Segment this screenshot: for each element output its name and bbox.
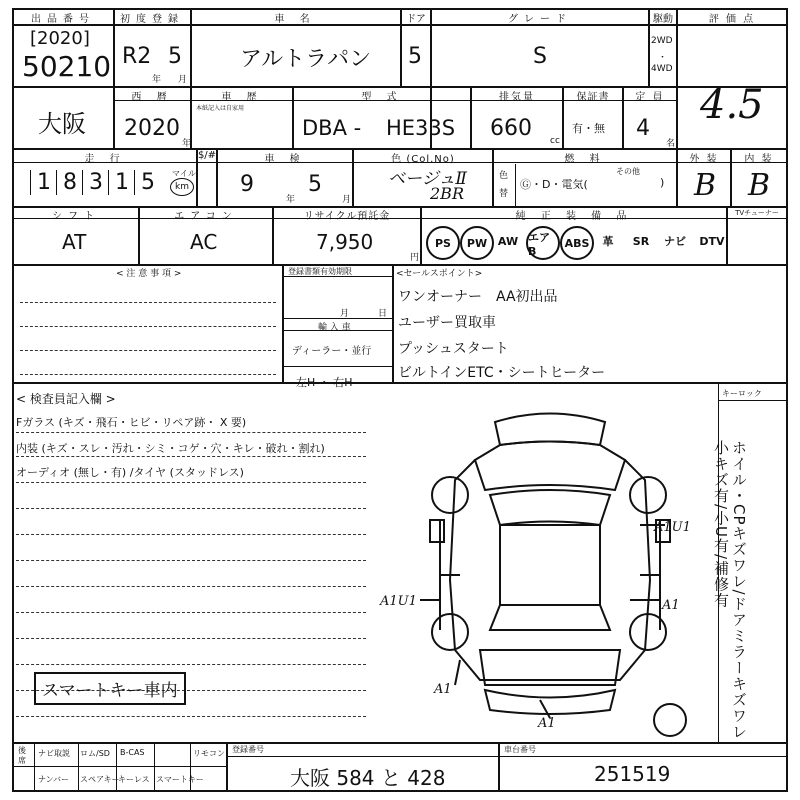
damage-mark-2: A1U1 (380, 594, 417, 609)
interior-grade: B (748, 168, 771, 203)
equipment-item: 革 (602, 235, 614, 248)
mileage-digit: 1 (108, 170, 134, 195)
deadline-day: 日 (378, 309, 388, 319)
sales-point-2: ユーザー買取車 (398, 315, 496, 331)
side-vertical-note (712, 440, 792, 740)
inspection-month-unit: 月 (342, 195, 352, 205)
header-interior: 内 装 (744, 154, 774, 165)
mileage-digit: 8 (56, 170, 82, 195)
capacity-unit: 名 (666, 139, 676, 149)
header-model: 車 名 (274, 14, 316, 25)
color-label-2: 替 (499, 189, 509, 199)
bottom-label-smart-key: スマートキー (156, 775, 204, 784)
header-recycle: リサイクル預託金 (303, 211, 391, 222)
header-import: 輸 入 車 (318, 323, 351, 333)
mileage-unit-mile: マイル (172, 169, 196, 178)
car-wheel-front-right (630, 477, 666, 513)
header-warranty: 保証書 (576, 92, 610, 103)
inspection-month: 5 (308, 172, 322, 197)
import-dealer: ディーラー・並行 (292, 346, 372, 357)
bottom-label-navi-manual: ナビ取説 (38, 749, 70, 758)
color-code: 2BR (430, 184, 464, 203)
header-aircon: エアコン (174, 211, 238, 222)
smart-key-note (34, 672, 186, 705)
bottom-label-keyless: キーレス (118, 775, 150, 784)
header-tuner: TVチューナー (735, 209, 779, 217)
header-first-reg: 初度登録 (120, 14, 184, 25)
header-notes: < 注 意 事 項 > (116, 269, 182, 279)
color-label-1: 色 (499, 171, 509, 181)
mileage-digit: 3 (82, 170, 108, 195)
header-fuel: 燃 料 (564, 154, 606, 165)
car-left-mirror (430, 520, 444, 542)
car-front-bumper (495, 414, 605, 446)
recycle-unit: 円 (410, 253, 420, 263)
equipment-item: ナビ (664, 235, 686, 248)
pref-name: 大阪 (38, 110, 86, 138)
capacity-value: 4 (636, 116, 650, 141)
header-exterior: 外 装 (689, 154, 719, 165)
deadline-month: 月 (340, 309, 350, 319)
sales-point-4: ビルトインETC・シートヒーター (398, 365, 606, 381)
damage-mark-1: A1U1 (654, 520, 691, 535)
header-reg-deadline: 登録書類有効期限 (288, 267, 352, 276)
first-reg-month-unit: 月 (178, 75, 188, 85)
header-reg-number: 登録番号 (232, 745, 264, 754)
reg-number-value: 大阪 584 と 428 (290, 766, 446, 790)
car-rear-bumper (485, 690, 615, 714)
lot-number: 50210 (22, 50, 112, 83)
inspection-year-unit: 年 (286, 195, 296, 205)
color-name: ベージュⅡ (388, 169, 467, 189)
equipment-item: エアB (526, 226, 560, 260)
header-inspection: 車 検 (264, 154, 306, 165)
car-hood (475, 442, 625, 491)
header-doors: ドア (406, 14, 426, 25)
bottom-label-spare-key: スペアキー (80, 775, 120, 784)
side-vertical-text: ホイル・CPキズワレ/ドアミラーキズワレ小キズ有/小U有/補修有 (712, 440, 748, 740)
type-prefix: DBA - (302, 116, 362, 140)
car-name: アルトラパン (240, 47, 372, 72)
fuel-other: その他 (616, 167, 640, 176)
equipment-item: PW (460, 226, 494, 260)
sales-point-3: プッシュスタート (398, 341, 509, 357)
header-inspector: < 検査員記入欄 > (16, 392, 116, 406)
bottom-label-bcas: B-CAS (120, 748, 145, 757)
header-lot: 出品番号 (31, 14, 95, 25)
header-sales-points: <セールスポイント> (396, 269, 483, 279)
score-value: 4.5 (700, 82, 764, 128)
displacement-value: 660 (490, 116, 532, 141)
header-chassis-number: 車台番号 (504, 745, 536, 754)
warranty-value: 有・無 (572, 122, 605, 135)
import-steer: 左H ・ 右H (296, 376, 353, 389)
exterior-grade: B (694, 168, 717, 203)
bottom-label-plate: ナンバー (38, 775, 70, 784)
chassis-number-value: 251519 (594, 762, 671, 786)
header-drive: 駆動 (653, 14, 673, 25)
bottom-label-rom-sd: ロム/SD (80, 749, 110, 758)
smart-key-note-text: スマートキー車内 (42, 681, 178, 701)
header-type: 型 式 (361, 92, 403, 103)
aircon-value: AC (190, 230, 218, 254)
inspector-line-3: オーディオ (無し・有) /タイヤ (スタッドレス) (16, 466, 244, 479)
car-grade: S (533, 44, 547, 69)
model-year-unit: 年 (182, 139, 192, 149)
displacement-unit: cc (550, 136, 560, 146)
car-wheel-front-left (432, 477, 468, 513)
bottom-label-rear-seat: 後席 (18, 746, 26, 765)
inspector-line-1: Fガラス (キズ・飛石・ヒビ・リペア跡・ X 要) (16, 416, 247, 429)
sales-point-1: ワンオーナー AA初出品 (398, 289, 558, 305)
header-history: 車 歴 (221, 92, 263, 103)
header-equipment: 純 正 装 備 品 (515, 211, 633, 222)
car-doors: 5 (408, 44, 422, 69)
car-spare-wheel (654, 704, 686, 736)
equipment-item: PS (426, 226, 460, 260)
header-displacement: 排気量 (499, 92, 535, 103)
car-wheel-rear-left (432, 614, 468, 650)
inspector-line-2: 内装 (キズ・スレ・汚れ・シミ・コゲ・穴・キレ・破れ・割れ) (16, 442, 325, 455)
lot-year: [2020] (30, 28, 90, 49)
fuel-close: ) (660, 176, 665, 189)
header-key-lock: キーロック (722, 389, 762, 398)
car-windshield (490, 490, 610, 525)
mileage-digit: 5 (134, 170, 160, 195)
inspection-year: 9 (240, 172, 254, 197)
drive-2wd: 2WD (651, 36, 673, 46)
header-score: 評 価 点 (708, 14, 756, 25)
first-reg-year-unit: 年 (152, 75, 162, 85)
header-shift: シフト (52, 211, 100, 222)
model-year: 2020 (124, 116, 180, 141)
equipment-item: AW (497, 234, 519, 248)
history-note: 本紙記入は自家用 (196, 105, 245, 112)
fuel-value: Ⓖ・D・電気( (520, 178, 588, 191)
shift-value: AT (62, 230, 87, 254)
damage-mark-3: A1 (662, 598, 680, 613)
drive-4wd: 4WD (651, 64, 673, 74)
header-grade: グレード (508, 14, 572, 25)
header-capacity: 定 員 (635, 92, 665, 103)
car-roof (500, 525, 600, 605)
bottom-label-remote: リモコン (193, 749, 225, 758)
equipment-item: DTV (699, 234, 725, 248)
mileage-unit-km: km (170, 178, 194, 196)
equipment-item: SR (632, 234, 650, 248)
damage-mark-5: A1 (538, 716, 556, 731)
car-rear-glass (490, 605, 610, 630)
header-sharp: $/# (197, 150, 217, 161)
first-reg-month: 5 (168, 44, 182, 69)
equipment-row (422, 222, 788, 262)
type-code: HE33S (386, 116, 456, 140)
car-body (450, 460, 650, 680)
first-reg-era: R2 (122, 44, 152, 69)
mileage-digits (30, 170, 160, 195)
header-color: 色 (Col.No) (391, 154, 455, 165)
equipment-item: ABS (560, 226, 594, 260)
header-year-w: 西 暦 (131, 92, 173, 103)
mileage-digit: 1 (30, 170, 56, 195)
recycle-value: 7,950 (316, 230, 374, 254)
drive-dot: ・ (658, 53, 668, 63)
header-mileage: 走 行 (84, 154, 126, 165)
damage-mark-4: A1 (434, 682, 452, 697)
